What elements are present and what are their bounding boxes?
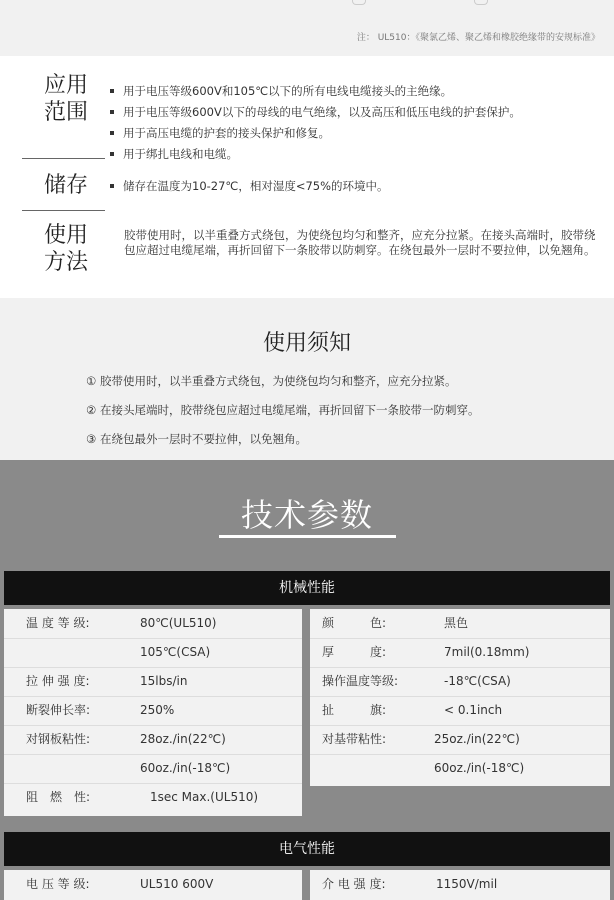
spec-row: 60oz./in(-18℃) <box>434 761 525 775</box>
decorative-mark <box>352 0 366 5</box>
notice-item: ② 在接头尾端时，胶带绕包应超过电缆尾端，再折回留下一条胶带一防刺穿。 <box>86 403 480 417</box>
scope-bullet: 用于高压电缆的护套的接头保护和修复。 <box>110 125 330 141</box>
spec-row: 阻 燃 性: 1sec Max.(UL510) <box>26 790 259 804</box>
notice-item: ① 胶带使用时，以半重叠方式绕包，为使绕包均匀和整齐，应充分拉紧。 <box>86 374 457 388</box>
scope-bullet: 用于电压等级600V和105℃以下的所有电线电缆接头的主绝缘。 <box>110 83 452 99</box>
spec-row: 电 压 等 级: UL510 600V <box>26 877 214 891</box>
spec-row: 温 度 等 级: 80℃(UL510) <box>4 609 302 639</box>
usage-notice-section <box>0 298 614 460</box>
notice-title: 使用须知 <box>262 331 351 356</box>
electrical-header: 电气性能 <box>4 832 610 866</box>
spec-row: 对基带粘性: 25oz./in(22℃) <box>310 725 610 755</box>
scope-bullet: 用于电压等级600V以下的母线的电气绝缘，以及高压和低压电线的护套保护。 <box>110 104 521 120</box>
top-strip <box>0 0 614 56</box>
spec-row: 操作温度等级: -18℃(CSA) <box>310 667 610 697</box>
section-divider <box>22 158 105 159</box>
spec-row: 介 电 强 度: 1150V/mil <box>322 877 498 891</box>
spec-row: 颜 色: 黑色 <box>310 609 610 639</box>
section-divider <box>22 210 105 211</box>
storage-bullet: 储存在温度为10-27℃，相对湿度<75%的环境中。 <box>110 178 389 194</box>
spec-row: 60oz./in(-18℃) <box>4 754 302 784</box>
mechanical-header: 机械性能 <box>4 571 610 605</box>
spec-row: 扯 旗: < 0.1inch <box>310 696 610 726</box>
scope-title: 应用 范围 <box>43 73 88 125</box>
title-underline <box>219 535 396 538</box>
usage-title: 使用 方法 <box>43 223 88 275</box>
spec-row: 拉 伸 强 度: 15lbs/in <box>4 667 302 697</box>
decorative-mark <box>474 0 488 5</box>
mechanical-right-panel <box>310 609 610 786</box>
spec-row: 对钢板粘性: 28oz./in(22℃) <box>4 725 302 755</box>
electrical-left-panel <box>4 870 302 900</box>
spec-row: 断裂伸长率: 250% <box>4 696 302 726</box>
tech-params-section <box>0 460 614 900</box>
scope-bullet: 用于绑扎电线和电缆。 <box>110 146 238 162</box>
product-info-section <box>0 56 614 298</box>
usage-text: 胶带使用时，以半重叠方式绕包，为使绕包均匀和整齐，应充分拉紧。在接头高端时，胶带绕包应超过电缆尾端，再折回留下一条胶带以防刺穿。在绕包最外一层时不要拉伸，以免翘角。 <box>124 228 596 257</box>
electrical-right-panel <box>310 870 610 900</box>
storage-title: 储存 <box>43 173 88 198</box>
mechanical-left-panel <box>4 609 302 816</box>
tech-title: 技术参数 <box>240 496 373 534</box>
notice-item: ③ 在绕包最外一层时不要拉伸，以免翘角。 <box>86 432 307 446</box>
spec-row: 105℃(CSA) <box>4 638 302 668</box>
standard-footnote: 注： UL510：《聚氯乙烯、聚乙烯和橡胶绝缘带的安规标准》 <box>356 33 600 43</box>
spec-row: 厚 度: 7mil(0.18mm) <box>310 638 610 668</box>
